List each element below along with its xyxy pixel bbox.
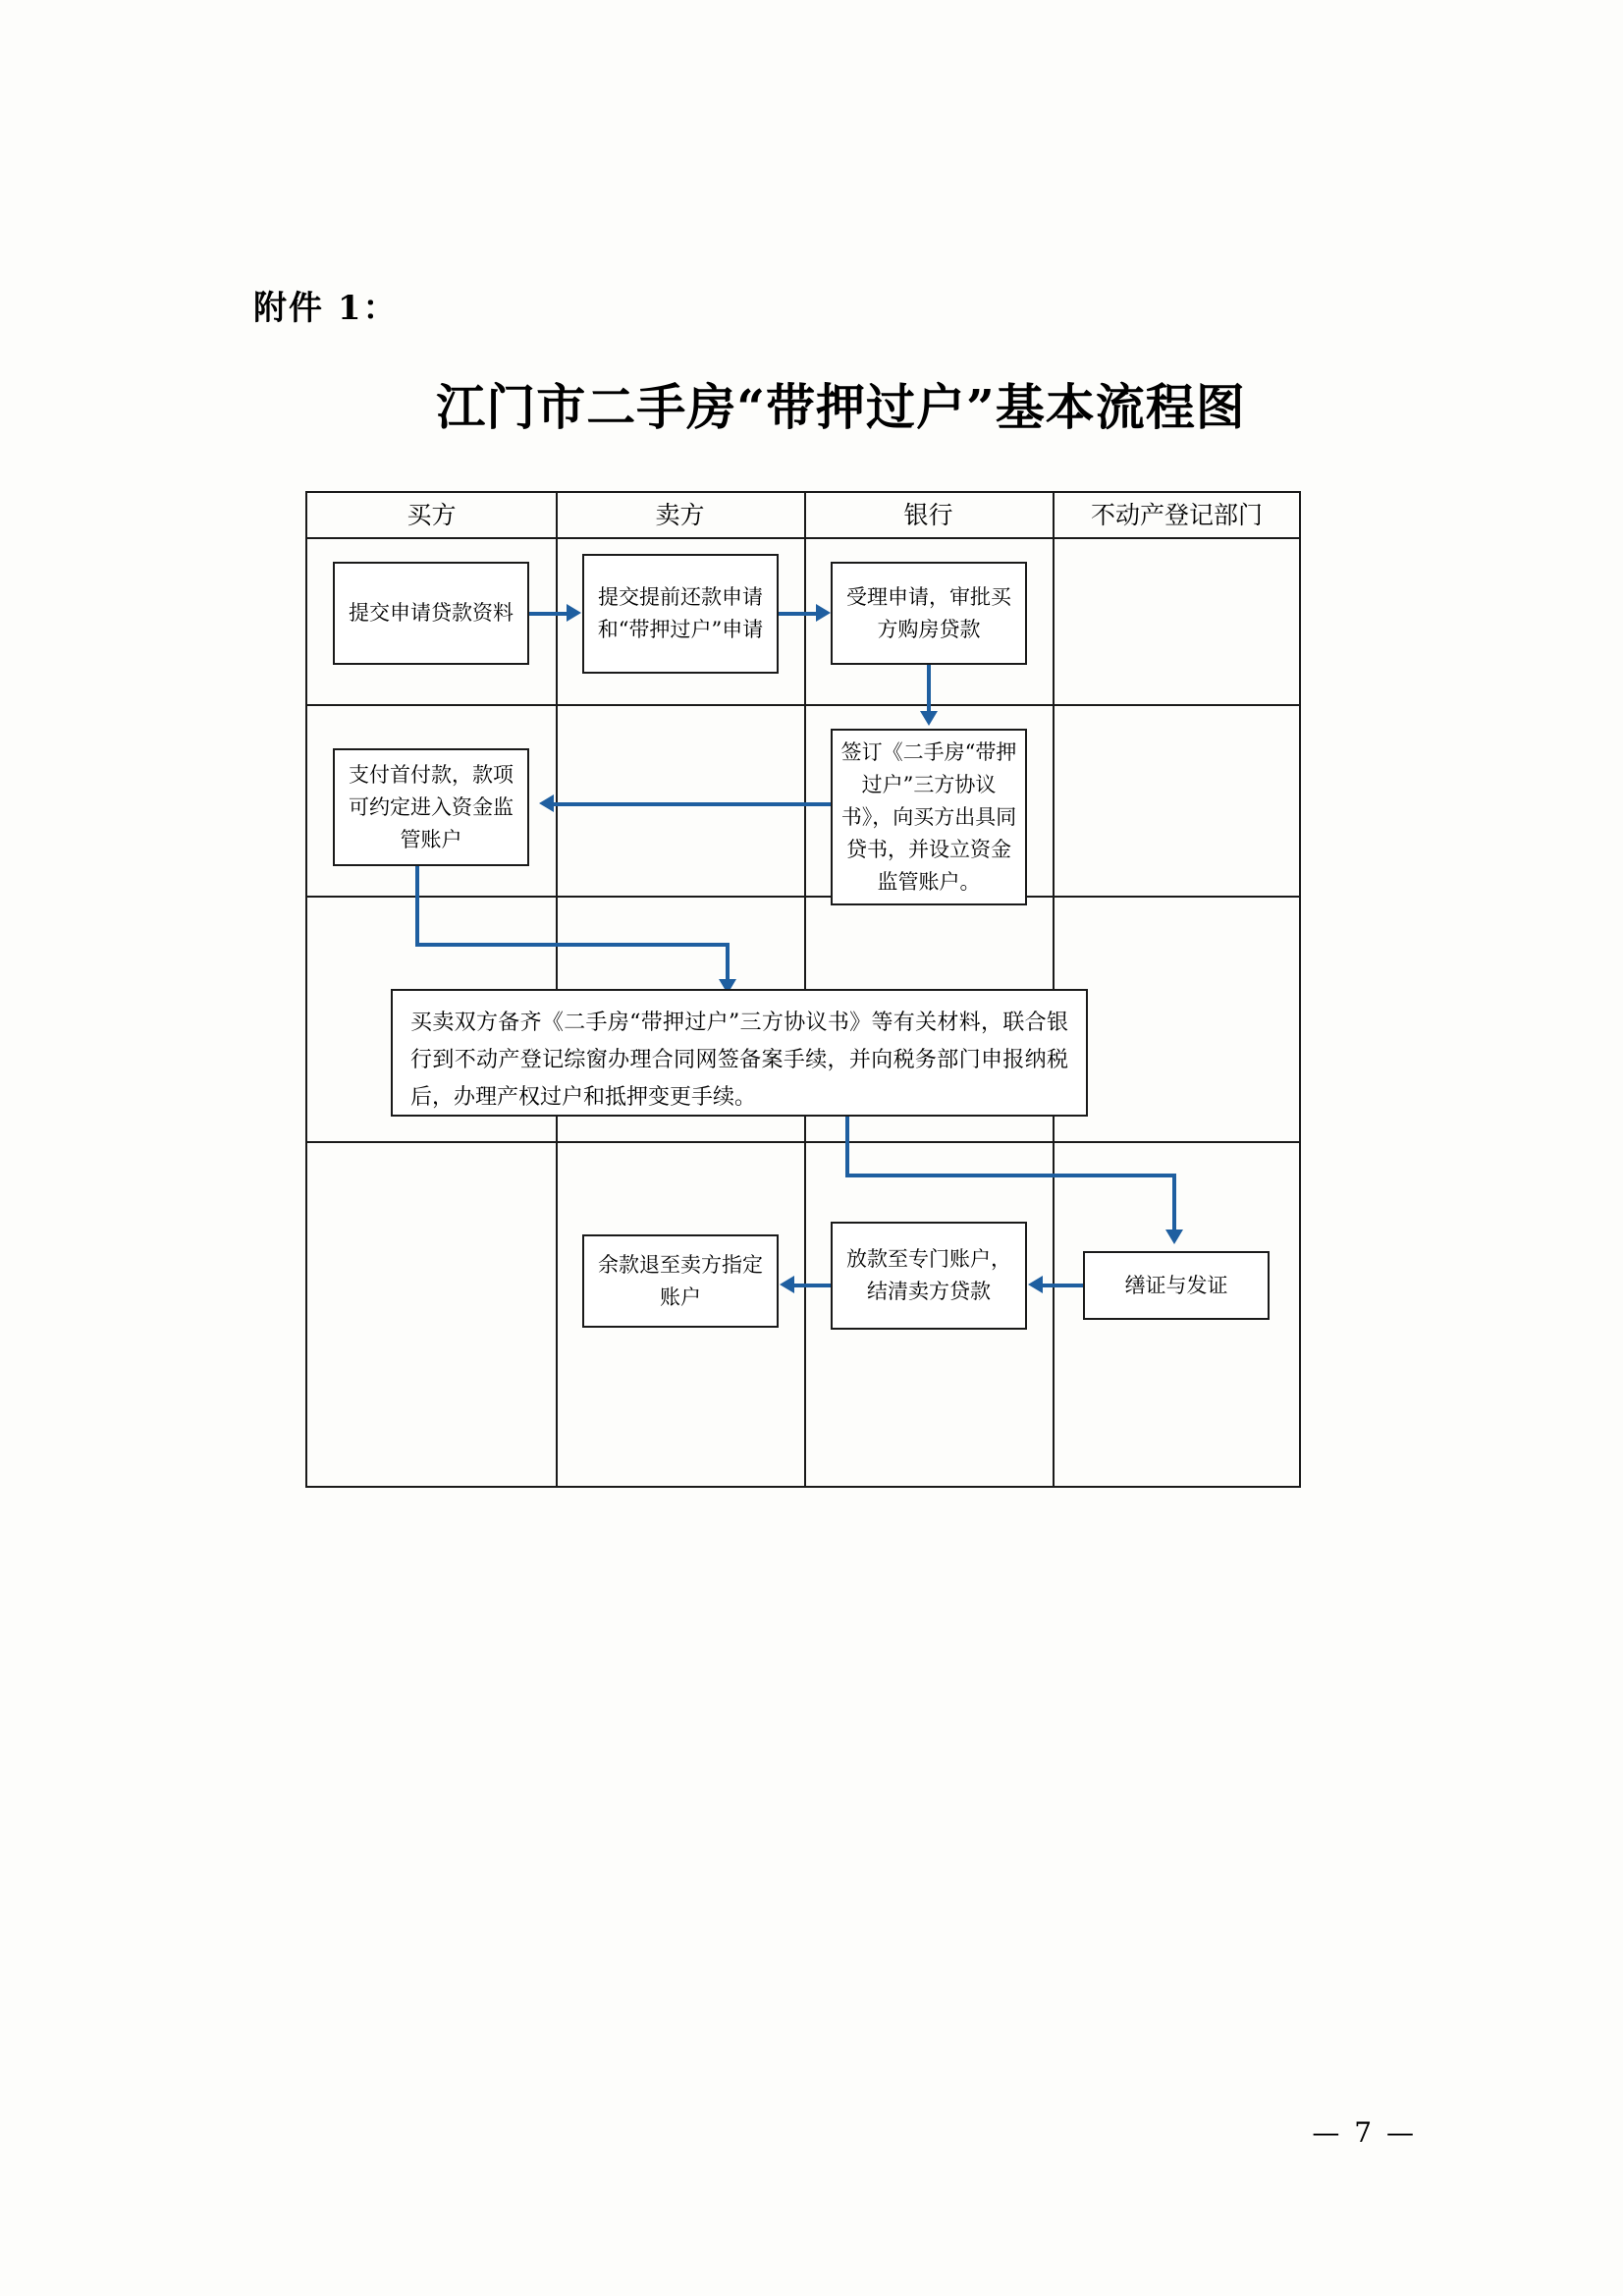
- lane-header-bank: 银行: [903, 501, 953, 529]
- row-divider-1: [307, 704, 1299, 706]
- attachment-label: 附件 1：: [253, 289, 399, 328]
- edge-agreement-to-buyerpay: [553, 802, 833, 806]
- edge-release-to-refund: [793, 1284, 835, 1287]
- edge-joint-to-cert: [1172, 1174, 1176, 1232]
- edge-buyerpay-right: [415, 943, 730, 947]
- node-seller-apply: 提交提前还款申请和“带押过户”申请: [582, 554, 779, 674]
- node-buyer-apply: 提交申请贷款资料: [333, 562, 529, 665]
- edge-joint-to-cert-arrowhead: [1165, 1230, 1183, 1244]
- edge-seller-to-bank: [779, 612, 818, 616]
- node-joint-procedure: 买卖双方备齐《二手房“带押过户”三方协议书》等有关材料，联合银行到不动产登记综窗办理合同网签备案手续，并向税务部门申报纳税后，办理产权过户和抵押变更手续。: [391, 989, 1088, 1117]
- node-bank-agreement: 签订《二手房“带押过户”三方协议书》，向买方出具同贷书，并设立资金监管账户。: [831, 729, 1027, 905]
- edge-agreement-to-buyerpay-arrowhead: [539, 794, 554, 812]
- node-buyer-pay: 支付首付款，款项可约定进入资金监管账户: [333, 748, 529, 866]
- edge-bankaccept-to-agreement-arrowhead: [920, 711, 938, 726]
- edge-bankaccept-to-agreement: [927, 665, 931, 714]
- edge-cert-to-release-arrowhead: [1028, 1276, 1043, 1293]
- edge-seller-to-bank-arrowhead: [816, 604, 831, 622]
- flowchart-table: [305, 491, 1301, 1488]
- node-release-funds: 放款至专门账户，结清卖方贷款: [831, 1222, 1027, 1330]
- lane-header-buyer: 买方: [406, 501, 457, 529]
- edge-joint-down: [845, 1117, 849, 1175]
- edge-buyer-to-seller: [529, 612, 568, 616]
- edge-joint-right: [845, 1174, 1176, 1177]
- lane-header-seller: 卖方: [655, 501, 705, 529]
- edge-buyerpay-to-joint: [726, 943, 730, 984]
- lane-header-registry: 不动产登记部门: [1090, 501, 1263, 529]
- edge-buyer-to-seller-arrowhead: [567, 604, 581, 622]
- row-divider-2: [307, 896, 1299, 898]
- node-bank-accept: 受理申请，审批买方购房贷款: [831, 562, 1027, 665]
- row-divider-3: [307, 1141, 1299, 1143]
- page-title: 江门市二手房“带押过户”基本流程图: [436, 378, 1246, 436]
- page-number: — 7 —: [1312, 2116, 1417, 2149]
- edge-cert-to-release: [1042, 1284, 1083, 1287]
- node-issue-certificate: 缮证与发证: [1083, 1251, 1270, 1320]
- edge-buyerpay-down: [415, 864, 419, 945]
- edge-release-to-refund-arrowhead: [780, 1276, 794, 1293]
- node-refund-seller: 余款退至卖方指定账户: [582, 1234, 779, 1328]
